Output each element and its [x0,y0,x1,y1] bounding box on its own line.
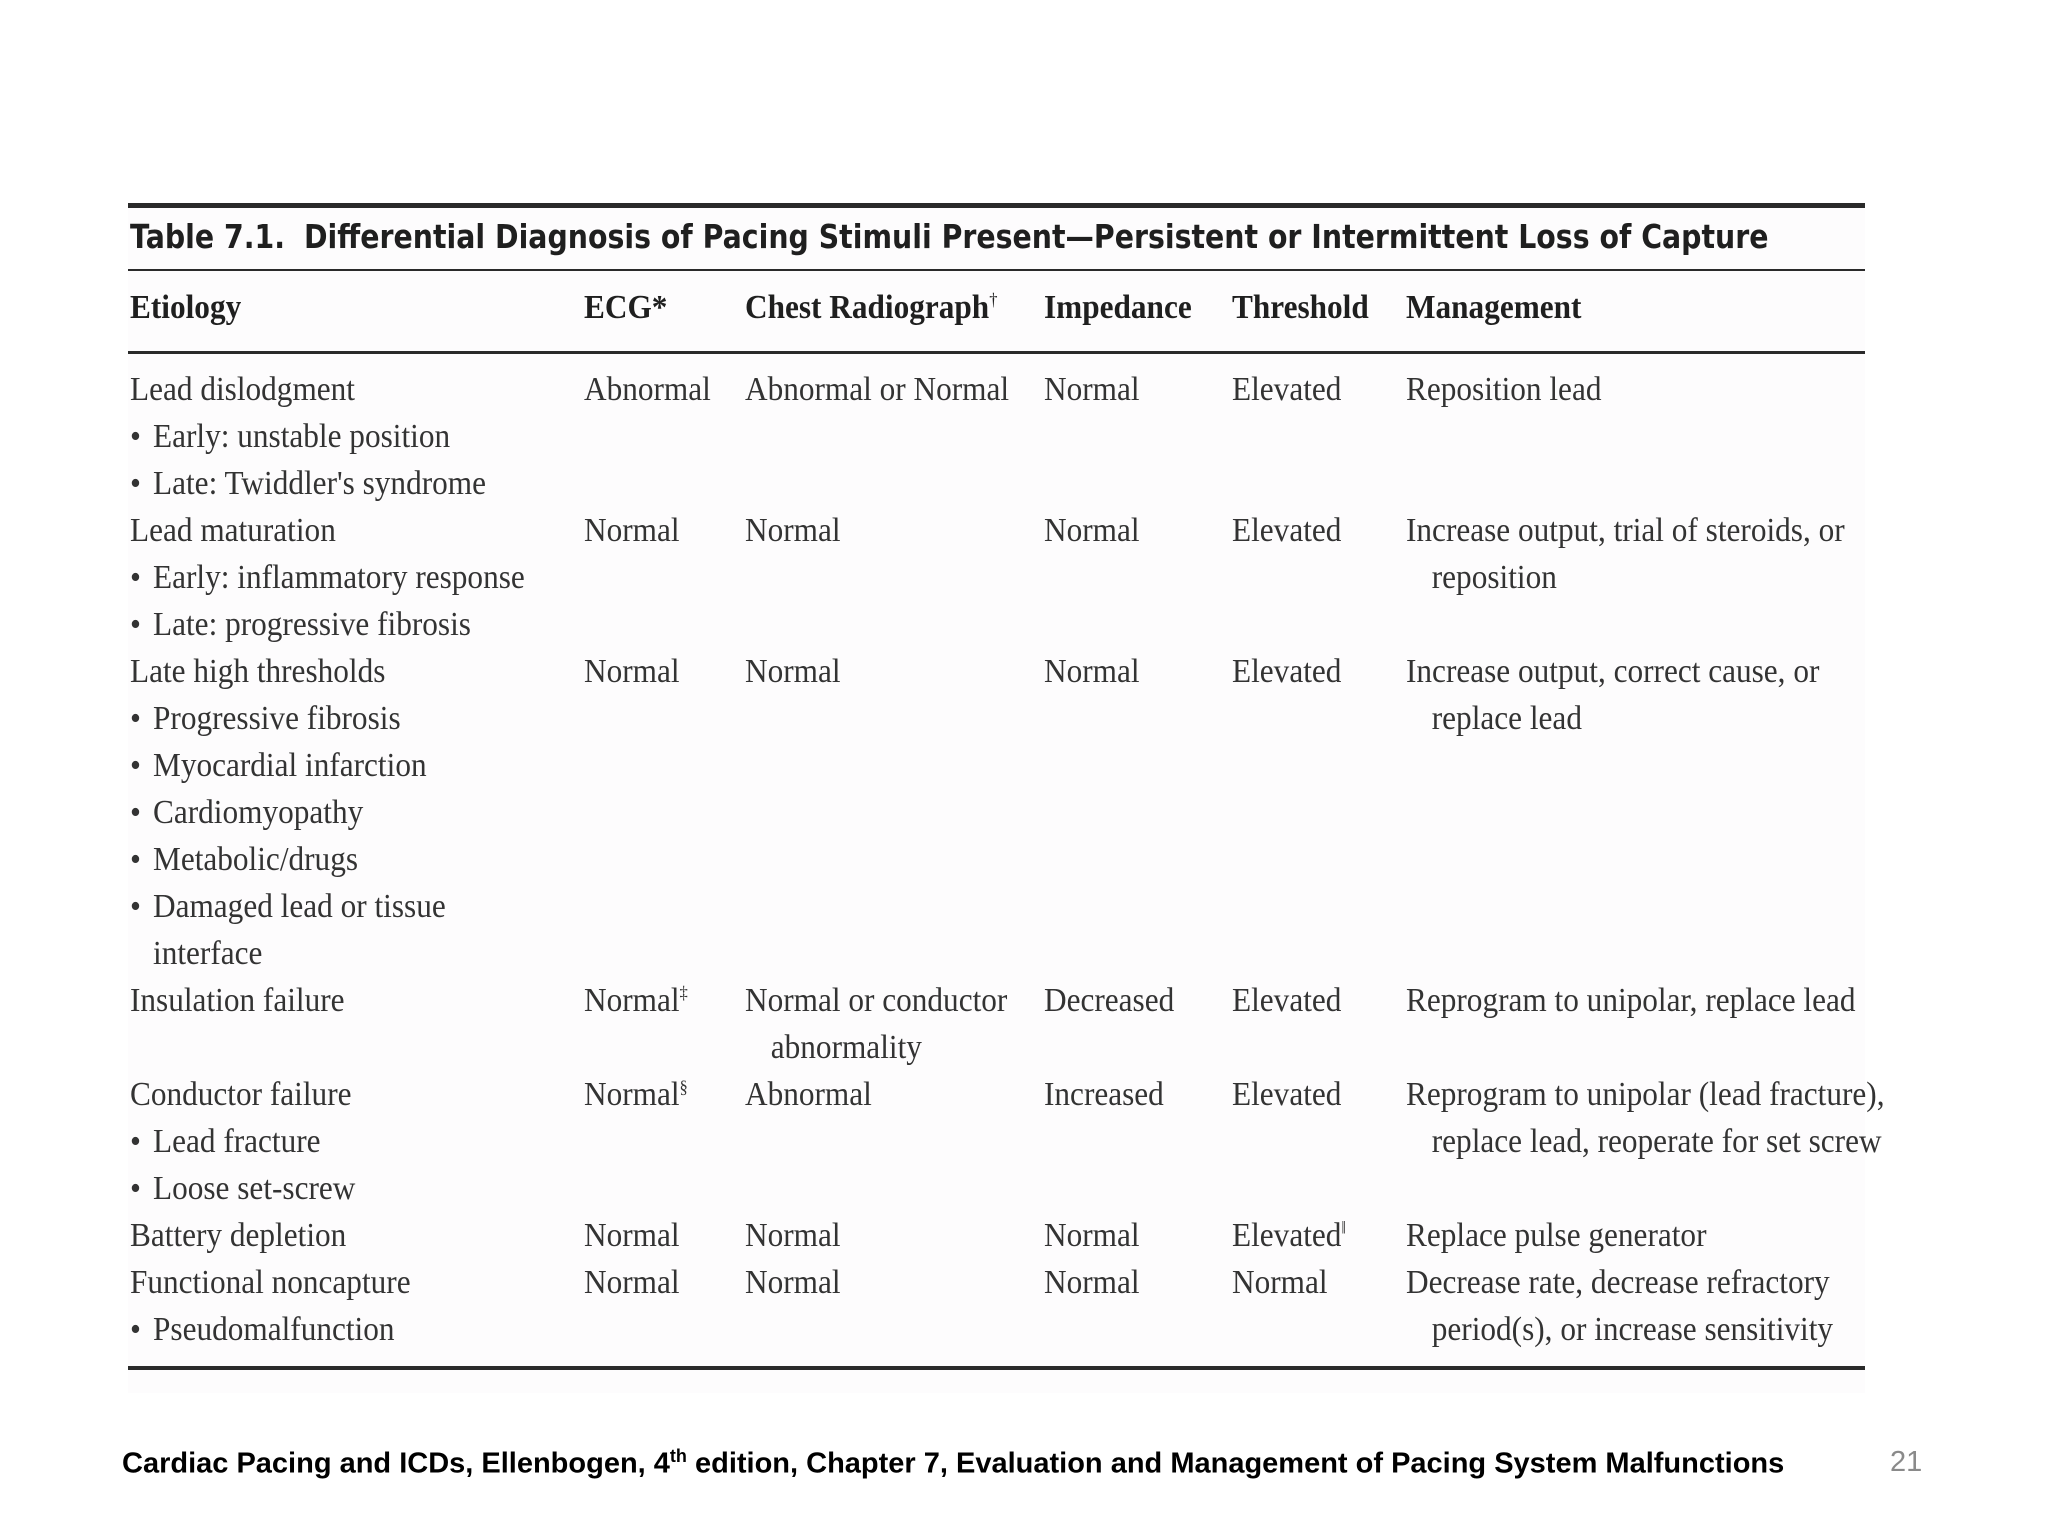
etiology-subitem: • Lead fracture [130,1118,355,1165]
etiology-subitem: interface [153,935,263,972]
cell-chest-radiograph [745,1071,872,1118]
header-impedance: Impedance [1044,289,1192,326]
chest-radiograph-value: Normal [745,653,841,690]
ecg-line [584,1259,680,1306]
threshold-line [1232,977,1341,1024]
ecg-line [584,507,680,554]
citation-text-end: edition, Chapter 7, Evaluation and Management of Pacing System Malfunctions [686,1447,1785,1480]
cell-chest-radiograph [745,977,1007,1071]
etiology-name: Battery depletion [130,1217,347,1254]
table-row [128,1212,1865,1259]
etiology-subitem: • Late: progressive fibrosis [130,601,525,648]
cell-ecg [584,1071,688,1118]
management-value: Replace pulse generator [1406,1217,1707,1254]
cell-etiology [130,366,486,507]
ecg-line [584,366,711,413]
table-row [128,366,1865,507]
citation-footer [122,1446,1784,1481]
cell-threshold [1232,1259,1328,1306]
ecg-value: Normal [584,1076,680,1113]
ecg-line [584,648,680,695]
header-rule [128,351,1865,354]
threshold-value: Elevated [1232,1217,1342,1254]
header-management: Management [1406,289,1582,326]
cell-threshold [1232,1071,1341,1118]
table-row [128,1071,1885,1212]
threshold-line [1232,1259,1328,1306]
etiology-name: Conductor failure [130,1076,352,1113]
chest-radiograph-value: Normal [745,1217,841,1254]
etiology-subitem: • Metabolic/drugs [130,836,446,883]
ecg-value: Abnormal [584,371,711,408]
cell-impedance [1044,1259,1140,1306]
header-ecg [584,289,667,327]
cell-etiology [130,977,345,1024]
table-top-rule [128,203,1865,208]
management-value: replace lead, reoperate for set screw [1431,1123,1882,1160]
management-value: reposition [1431,559,1557,596]
cell-etiology [130,507,525,648]
cell-chest-radiograph [745,1212,841,1259]
chest-radiograph-value: Normal [745,512,841,549]
etiology-subitem: • Cardiomyopathy [130,789,446,836]
ecg-footnote-mark: ‡ [679,982,688,1003]
etiology-subitem: • Loose set-screw [130,1165,355,1212]
threshold-value: Elevated [1232,1076,1342,1113]
cell-impedance [1044,1071,1164,1118]
cell-management [1406,1071,1885,1165]
header-threshold: Threshold [1232,289,1369,326]
ecg-value: Normal [584,653,680,690]
management-value: period(s), or increase sensitivity [1431,1311,1834,1348]
impedance-value: Normal [1044,1264,1140,1301]
title-rule [128,269,1865,271]
citation-superscript: th [669,1446,687,1466]
cell-chest-radiograph [745,648,841,695]
etiology-name: Lead maturation [130,512,336,549]
etiology-subitem: • Early: inflammatory response [130,554,525,601]
cell-chest-radiograph [745,366,1009,413]
cell-impedance [1044,977,1174,1024]
cell-ecg [584,977,688,1024]
page-number: 21 [1890,1446,1923,1478]
management-value: Increase output, correct cause, or [1406,653,1820,690]
impedance-value: Increased [1044,1076,1164,1113]
table-body [128,366,1885,1353]
impedance-value: Normal [1044,512,1140,549]
table-row [128,977,1865,1071]
cell-management [1406,648,1819,742]
cell-ecg [584,1259,680,1306]
cell-impedance [1044,648,1140,695]
threshold-line [1232,648,1341,695]
etiology-subitem: • Myocardial infarction [130,742,446,789]
ecg-line [584,977,688,1024]
header-ecg-label: ECG [584,289,652,326]
cell-ecg [584,1212,680,1259]
cell-threshold [1232,648,1341,695]
etiology-subitem: • Progressive fibrosis [130,695,446,742]
etiology-subitem: • Early: unstable position [130,413,486,460]
threshold-line [1232,1071,1341,1118]
cell-etiology [130,1259,411,1353]
management-value: replace lead [1431,700,1582,737]
etiology-name: Late high thresholds [130,653,386,690]
impedance-value: Normal [1044,653,1140,690]
cell-ecg [584,507,680,554]
threshold-value: Normal [1232,1264,1328,1301]
ecg-line [584,1071,688,1118]
ecg-line [584,1212,680,1259]
header-ecg-footnote-mark: * [651,289,668,326]
ecg-value: Normal [584,512,680,549]
management-value: Reprogram to unipolar (lead fracture), [1406,1076,1885,1113]
cell-management [1406,1212,1706,1259]
cell-impedance [1044,1212,1140,1259]
table-title-text: Differential Diagnosis of Pacing Stimuli Present—Persistent or Intermittent Loss of Capture [304,217,1769,256]
cell-etiology [130,648,446,977]
cell-ecg [584,648,680,695]
cell-threshold [1232,1212,1346,1259]
cell-impedance [1044,507,1140,554]
cell-threshold [1232,366,1341,413]
header-chest-radiograph [745,289,997,327]
threshold-line [1232,1212,1346,1259]
management-value: Reprogram to unipolar, replace lead [1406,982,1856,1019]
management-value: Decrease rate, decrease refractory [1406,1264,1830,1301]
etiology-subitem: • Damaged lead or tissue [130,883,446,930]
chest-radiograph-value: Normal or conductor [745,982,1008,1019]
impedance-value: Normal [1044,1217,1140,1254]
management-value: Reposition lead [1406,371,1602,408]
cell-management [1406,507,1845,601]
cell-management [1406,366,1601,413]
ecg-value: Normal [584,1217,680,1254]
header-cxr-footnote-mark: † [989,289,998,310]
threshold-value: Elevated [1232,512,1342,549]
ecg-value: Normal [584,982,680,1019]
table-row [128,648,1865,977]
threshold-value: Elevated [1232,653,1342,690]
cell-etiology [130,1212,346,1259]
table-image [128,203,1885,1393]
impedance-value: Decreased [1044,982,1175,1019]
cell-threshold [1232,977,1341,1024]
cell-chest-radiograph [745,1259,841,1306]
citation-text-start: Cardiac Pacing and ICDs, Ellenbogen, 4 [122,1447,670,1480]
impedance-value: Normal [1044,371,1140,408]
chest-radiograph-value: Normal [745,1264,841,1301]
etiology-subitem: • Pseudomalfunction [130,1306,411,1353]
cell-etiology [130,1071,355,1212]
cell-impedance [1044,366,1140,413]
chest-radiograph-value: Abnormal or Normal [745,371,1010,408]
header-etiology: Etiology [130,289,242,326]
etiology-name: Insulation failure [130,982,345,1019]
cell-management [1406,1259,1833,1353]
table-row [128,507,1865,648]
table-row [128,1259,1865,1353]
table-title [130,217,1769,256]
cell-threshold [1232,507,1341,554]
etiology-subitem: • Late: Twiddler's syndrome [130,460,486,507]
chest-radiograph-value: Abnormal [745,1076,872,1113]
management-value: Increase output, trial of steroids, or [1406,512,1845,549]
threshold-line [1232,366,1341,413]
threshold-value: Elevated [1232,371,1342,408]
etiology-name: Functional noncapture [130,1264,411,1301]
cell-management [1406,977,1856,1024]
threshold-line [1232,507,1341,554]
threshold-footnote-mark: ‖ [1341,1217,1347,1238]
cell-chest-radiograph [745,507,841,554]
table-bottom-rule [128,1366,1865,1370]
ecg-footnote-mark: § [679,1076,688,1097]
table-number: Table 7.1. [130,217,286,256]
cell-ecg [584,366,711,413]
etiology-name: Lead dislodgment [130,371,355,408]
header-cxr-label: Chest Radiograph [745,289,990,326]
ecg-value: Normal [584,1264,680,1301]
chest-radiograph-value: abnormality [770,1029,922,1066]
threshold-value: Elevated [1232,982,1342,1019]
